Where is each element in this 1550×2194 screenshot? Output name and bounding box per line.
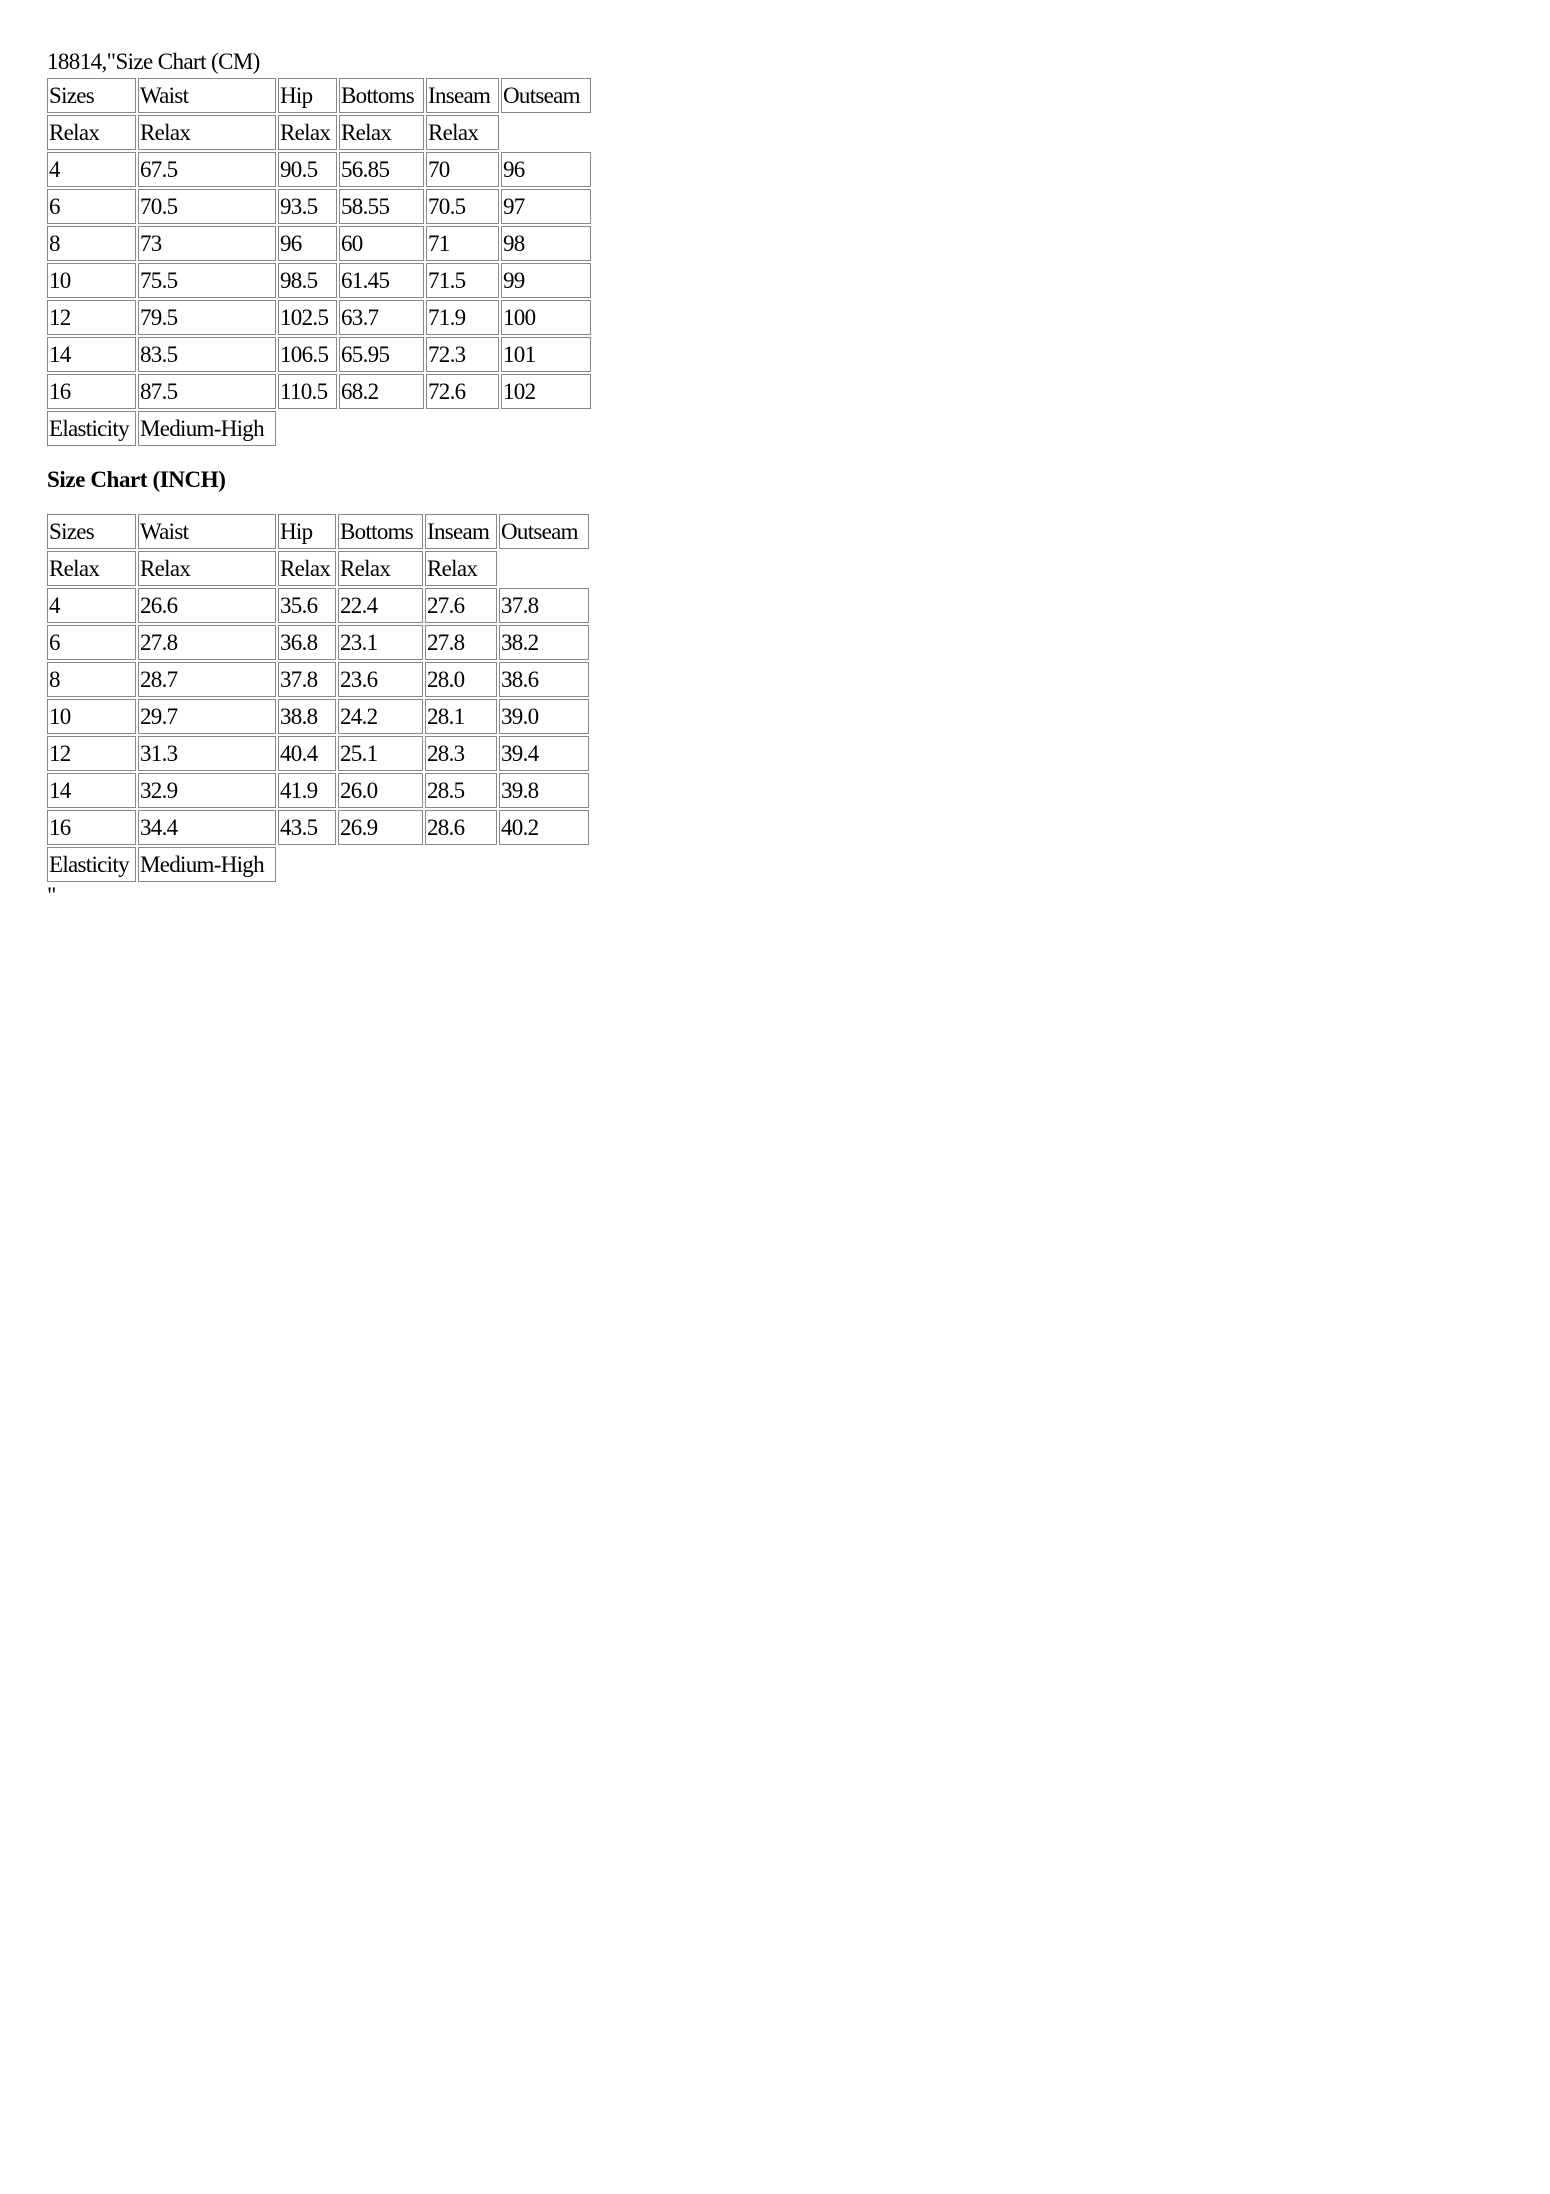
cell-inseam: 71.5 [426,263,499,298]
cell-outseam: 40.2 [499,810,589,845]
cell-waist: 70.5 [138,189,276,224]
cell-hip: Relax [278,551,336,586]
cell-bottoms: 22.4 [338,588,423,623]
table-row [47,588,589,623]
cell-hip: 110.5 [278,374,337,409]
cell-waist: 83.5 [138,337,276,372]
cell-outseam: Outseam [499,514,589,549]
cell-inseam: 72.6 [426,374,499,409]
cell-waist: 87.5 [138,374,276,409]
cell-waist: Relax [138,115,276,150]
cell-outseam: 37.8 [499,588,589,623]
cell-size: Sizes [47,514,136,549]
elasticity-row [47,847,589,882]
cell-waist: 67.5 [138,152,276,187]
cm-size-table [45,76,593,448]
cell-hip: Hip [278,78,337,113]
cell-hip: 106.5 [278,337,337,372]
cell-bottoms: 65.95 [339,337,424,372]
elasticity-label: Elasticity [47,411,136,446]
cell-inseam: 28.1 [425,699,497,734]
cell-bottoms: 23.6 [338,662,423,697]
cell-hip: 96 [278,226,337,261]
inch-chart-title: Size Chart (INCH) [47,467,226,492]
table-row [47,374,591,409]
elasticity-label: Elasticity [47,847,136,882]
table-row [47,736,589,771]
cell-bottoms: Relax [338,551,423,586]
cell-size: 8 [47,662,136,697]
cell-bottoms: 68.2 [339,374,424,409]
table-row [47,152,591,187]
cell-size: 4 [47,588,136,623]
cell-size: 6 [47,189,136,224]
cell-waist: Waist [138,514,276,549]
elasticity-row [47,411,591,446]
table-row [47,189,591,224]
cell-outseam: 38.6 [499,662,589,697]
table-row [47,810,589,845]
cell-outseam: 100 [501,300,591,335]
cell-bottoms: Bottoms [339,78,424,113]
cell-outseam: 39.0 [499,699,589,734]
cell-hip: 35.6 [278,588,336,623]
cell-outseam: 39.4 [499,736,589,771]
fit-row [47,115,591,150]
header-row [47,78,591,113]
cell-size: 16 [47,810,136,845]
cell-inseam: 27.6 [425,588,497,623]
cell-hip: 37.8 [278,662,336,697]
cell-size: 14 [47,773,136,808]
cell-inseam: Relax [425,551,497,586]
cell-waist: 34.4 [138,810,276,845]
cell-outseam: 97 [501,189,591,224]
cell-hip: 40.4 [278,736,336,771]
cell-hip: Hip [278,514,336,549]
cell-inseam: 28.0 [425,662,497,697]
cell-inseam: 71 [426,226,499,261]
cell-outseam: 99 [501,263,591,298]
cell-hip: 90.5 [278,152,337,187]
cell-inseam: 28.3 [425,736,497,771]
cell-inseam: Inseam [425,514,497,549]
header-row [47,514,589,549]
cell-hip: 41.9 [278,773,336,808]
cell-outseam: 39.8 [499,773,589,808]
cell-waist: 32.9 [138,773,276,808]
cell-size: 10 [47,699,136,734]
cell-bottoms: 61.45 [339,263,424,298]
cm-chart-title: 18814,"Size Chart (CM) [47,49,260,74]
cell-waist: 28.7 [138,662,276,697]
closing-quote-mark: " [47,883,57,908]
cell-waist: Relax [138,551,276,586]
cell-inseam: 28.6 [425,810,497,845]
cell-bottoms: 23.1 [338,625,423,660]
cell-size: 10 [47,263,136,298]
document-page [47,48,593,906]
elasticity-value: Medium-High [138,847,276,882]
cell-inseam: 70.5 [426,189,499,224]
table-row [47,699,589,734]
cell-hip: 38.8 [278,699,336,734]
cell-hip: 43.5 [278,810,336,845]
cell-size: 12 [47,300,136,335]
cell-inseam: 70 [426,152,499,187]
cell-size: 8 [47,226,136,261]
cell-size: 14 [47,337,136,372]
empty-cell [499,551,589,586]
cell-outseam: Outseam [501,78,591,113]
cell-bottoms: 25.1 [338,736,423,771]
cell-size: 16 [47,374,136,409]
cell-size: 6 [47,625,136,660]
cell-size: 12 [47,736,136,771]
cell-bottoms: 63.7 [339,300,424,335]
cell-hip: 102.5 [278,300,337,335]
table-row [47,625,589,660]
cell-waist: 29.7 [138,699,276,734]
cell-bottoms: Bottoms [338,514,423,549]
cell-waist: 79.5 [138,300,276,335]
elasticity-value: Medium-High [138,411,276,446]
cell-waist: 75.5 [138,263,276,298]
cell-hip: 93.5 [278,189,337,224]
cell-bottoms: 58.55 [339,189,424,224]
cell-waist: 31.3 [138,736,276,771]
cell-bottoms: 26.0 [338,773,423,808]
table-row [47,337,591,372]
cell-inseam: 27.8 [425,625,497,660]
fit-row [47,551,589,586]
cell-size: Sizes [47,78,136,113]
cell-waist: 26.6 [138,588,276,623]
table-row [47,773,589,808]
cell-outseam: 102 [501,374,591,409]
cell-waist: 73 [138,226,276,261]
cell-size: Relax [47,551,136,586]
cell-inseam: 28.5 [425,773,497,808]
cell-inseam: 71.9 [426,300,499,335]
cell-size: Relax [47,115,136,150]
cell-hip: 36.8 [278,625,336,660]
cell-inseam: Relax [426,115,499,150]
cell-outseam: 101 [501,337,591,372]
cell-bottoms: 60 [339,226,424,261]
cell-waist: Waist [138,78,276,113]
cell-inseam: 72.3 [426,337,499,372]
cell-waist: 27.8 [138,625,276,660]
cell-bottoms: Relax [339,115,424,150]
cell-bottoms: 56.85 [339,152,424,187]
cell-size: 4 [47,152,136,187]
cell-inseam: Inseam [426,78,499,113]
cell-outseam: 96 [501,152,591,187]
cell-outseam: 38.2 [499,625,589,660]
cell-hip: 98.5 [278,263,337,298]
cell-hip: Relax [278,115,337,150]
table-row [47,662,589,697]
table-row [47,300,591,335]
cell-outseam: 98 [501,226,591,261]
cell-bottoms: 26.9 [338,810,423,845]
table-row [47,263,591,298]
cell-bottoms: 24.2 [338,699,423,734]
empty-cell [501,115,591,150]
inch-size-table [45,512,591,884]
table-row [47,226,591,261]
